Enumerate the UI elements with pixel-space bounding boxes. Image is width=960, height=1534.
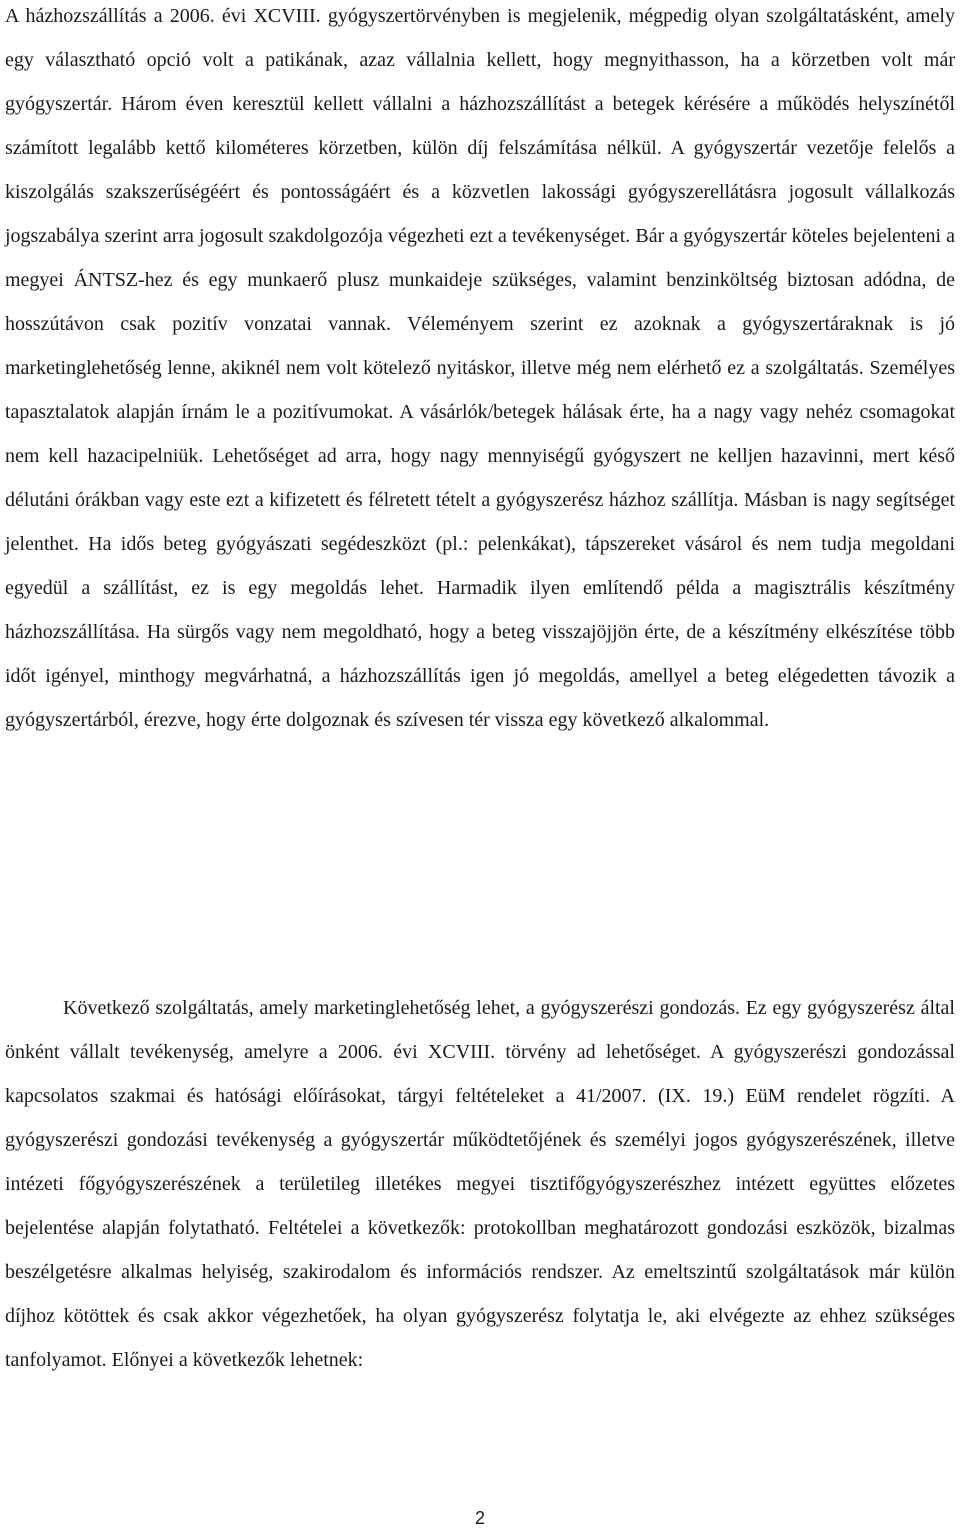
body-paragraph-home-delivery: A házhozszállítás a 2006. évi XCVIII. gyógyszertörvényben is megjelenik, mégpedig olyan szolgáltatásként, amely egy választható opció volt a patikának, azaz vállalnia kellett, hogy megnyithasson, ha a körzetben volt már gyógyszertár. Három éven keresztül kellett vállalni a házhozszállítást a betegek kérésére a működés helyszínétől számított legalább kettő kilométeres körzetben, külön díj felszámítása nélkül. A gyógyszertár vezetője felelős a kiszolgálás szakszerűségéért és pontosságáért és a közvetlen lakossági gyógyszerellátásra jogosult vállalkozás jogszabálya szerint arra jogosult szakdolgozója végezheti ezt a tevékenységet. Bár a gyógyszertár köteles bejelenteni a megyei ÁNTSZ-hez és egy munkaerő plusz munkaideje szükséges, valamint benzinköltség biztosan adódna, de hosszútávon csak pozitív vonzatai vannak. Véleményem szerint ez azoknak a gyógyszertáraknak is jó marketinglehetőség lenne, akiknél nem volt kötelező nyitáskor, illetve még nem elérhető ez a szolgáltatás. Személyes tapasztalatok alapján írnám le a pozitívumokat. A vásárlók/betegek hálásak érte, ha a nagy vagy nehéz csomagokat nem kell hazacipelniük. Lehetőséget ad arra, hogy nagy mennyiségű gyógyszert ne kelljen hazavinni, mert késő délutáni órákban vagy este ezt a kifizetett és félretett tételt a gyógyszerész házhoz szállítja. Másban is nagy segítséget jelenthet. Ha idős beteg gyógyászati segédeszközt (pl.: pelenkákat), tápszereket vásárol és nem tudja megoldani egyedül a szállítást, ez is egy megoldás lehet. Harmadik ilyen említendő példa a magisztrális készítmény házhozszállítása. Ha sürgős vagy nem megoldható, hogy a beteg visszajöjjön érte, de a készítmény elkészítése több időt igényel, minthogy megvárhatná, a házhozszállítás igen jó megoldás, amellyel a beteg elégedetten távozik a gyógyszertárból, érezve, hogy érte dolgoznak és szívesen tér vissza egy következő alkalommal. <box>5 5 955 731</box>
page-number: 2 <box>474 1508 485 1528</box>
body-paragraph-pharmaceutical-care: Következő szolgáltatás, amely marketinglehetőség lehet, a gyógyszerészi gondozás. Ez egy gyógyszerész által önként vállalt tevékenység, amelyre a 2006. évi XCVIII. törvény ad lehetőséget. A gyógyszerészi gondozással kapcsolatos szakmai és hatósági előírásokat, tárgyi feltételeket a 41/2007. (IX. 19.) EüM rendelet rögzíti. A gyógyszerészi gondozási tevékenység a gyógyszertár működtetőjének és személyi jogos gyógyszerészének, illetve intézeti főgyógyszerészének a területileg illetékes megyei tisztifőgyógyszerészhez intézett együttes előzetes bejelentése alapján folytatható. Feltételei a következők: protokollban meghatározott gondozási eszközök, bizalmas beszélgetésre alkalmas helyiség, szakirodalom és információs rendszer. Az emeltszintű szolgáltatások már külön díjhoz kötöttek és csak akkor végezhetőek, ha olyan gyógyszerész folytatja le, aki elvégezte az ehhez szükséges tanfolyamot. Előnyei a következők lehetnek: <box>5 997 955 1371</box>
